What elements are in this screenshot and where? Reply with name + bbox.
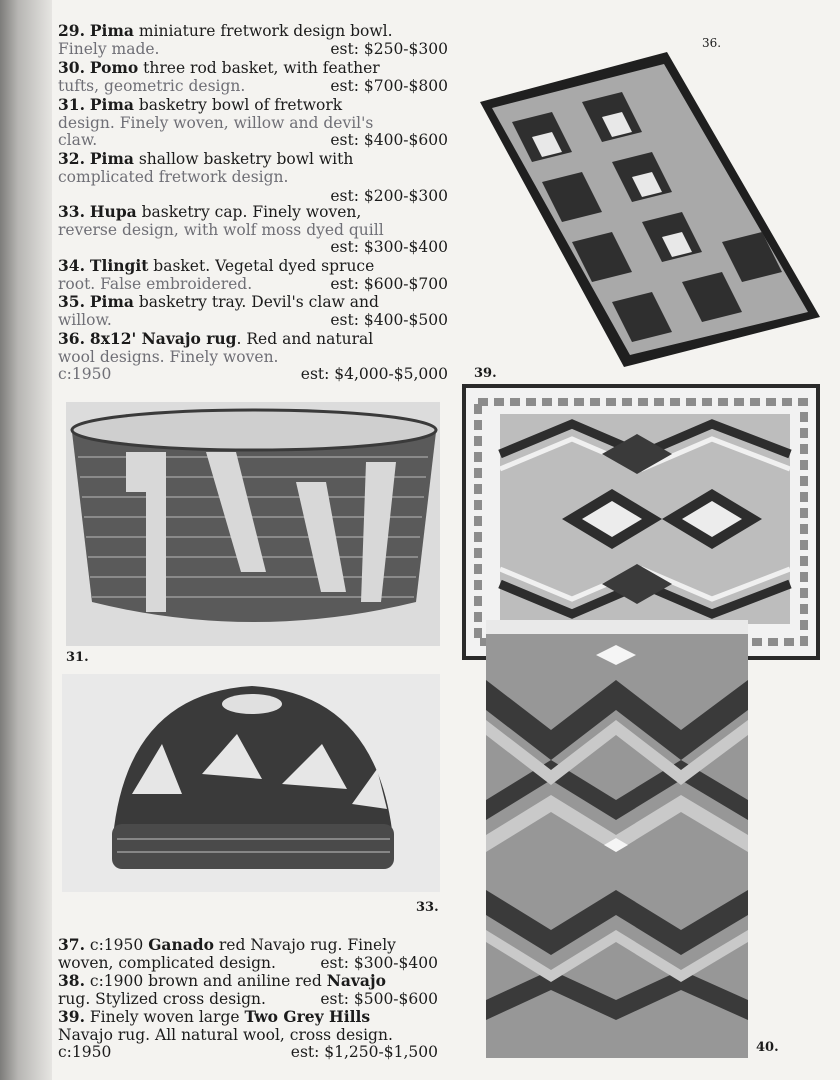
lot-estimate: est: $600-$700: [330, 274, 448, 293]
rug-39-photo: [462, 384, 820, 660]
lot-number: 29.: [58, 21, 85, 40]
lot-title: Hupa: [89, 202, 137, 221]
lot-34: [58, 257, 448, 293]
lot-estimate: est: $400-$500: [330, 310, 448, 329]
lot-title: Ganado: [148, 935, 214, 954]
lot-date: c:1950: [58, 365, 112, 383]
lot-desc: claw.: [58, 131, 98, 149]
lot-desc: three rod basket, with feather: [138, 59, 380, 77]
basket-31-photo: [66, 402, 440, 646]
lot-estimate: est: $300-$400: [330, 238, 448, 256]
lot-number: 30.: [58, 58, 85, 77]
lot-estimate: est: $4,000-$5,000: [300, 365, 448, 383]
lot-desc: tufts, geometric design.: [58, 76, 246, 95]
lot-desc: c:1900 brown and aniline red: [84, 972, 327, 990]
lot-number: 35.: [58, 292, 85, 311]
lot-32: [58, 150, 448, 206]
lot-number: 37.: [58, 935, 85, 954]
lot-number: 38.: [58, 971, 85, 990]
lot-desc: miniature fretwork design bowl.: [133, 22, 393, 40]
lot-33: [58, 203, 448, 257]
lot-31: [58, 96, 448, 150]
lot-38: [58, 972, 438, 1008]
lot-36: [58, 330, 448, 384]
lot-desc: complicated fretwork design.: [58, 167, 289, 186]
lot-title: Tlingit: [89, 256, 149, 275]
book-gutter: [0, 0, 52, 1080]
lot-desc: shallow basketry bowl with: [133, 150, 354, 168]
photo-caption: 39.: [474, 366, 497, 381]
lot-39: [58, 1008, 438, 1062]
lot-desc: woven, complicated design.: [58, 953, 276, 972]
lot-title: Navajo: [326, 971, 386, 990]
lot-desc: basketry bowl of fretwork: [133, 96, 343, 114]
photo-caption: 40.: [756, 1040, 779, 1055]
lot-desc: design. Finely woven, willow and devil's: [58, 113, 374, 132]
lot-desc: willow.: [58, 310, 112, 329]
photo-caption: 31.: [66, 650, 89, 665]
lot-title: Two Grey Hills: [244, 1007, 371, 1026]
lot-title: Pima: [89, 21, 134, 40]
lot-number: 33.: [58, 202, 85, 221]
lot-title: 8x12' Navajo rug: [89, 329, 237, 348]
lot-number: 39.: [58, 1007, 85, 1026]
lot-desc: Finely woven large: [84, 1008, 245, 1026]
lot-number: 31.: [58, 95, 85, 114]
lot-title: Pima: [89, 292, 134, 311]
lot-title: Pima: [89, 95, 134, 114]
lot-title: Pima: [89, 149, 134, 168]
lot-desc: wool designs. Finely woven.: [58, 347, 279, 366]
lot-estimate: est: $400-$600: [330, 131, 448, 149]
lot-estimate: est: $250-$300: [330, 39, 448, 58]
lot-29: [58, 22, 448, 58]
lot-37: [58, 936, 438, 972]
lot-35: [58, 293, 448, 329]
photo-caption: 36.: [702, 36, 722, 50]
lot-estimate: est: $200-$300: [330, 187, 448, 205]
lot-number: 32.: [58, 149, 85, 168]
rug-36-photo: [472, 42, 832, 370]
photo-caption: 33.: [416, 900, 439, 915]
lot-desc: Navajo rug. All natural wool, cross design.: [58, 1025, 393, 1044]
lot-desc: Finely made.: [58, 39, 160, 58]
lot-desc: root. False embroidered.: [58, 274, 253, 293]
lot-number: 34.: [58, 256, 85, 275]
lot-date: c:1950: [58, 1043, 112, 1061]
lot-desc: reverse design, with wolf moss dyed quill: [58, 220, 384, 239]
lot-number: 36.: [58, 329, 85, 348]
lot-desc: rug. Stylized cross design.: [58, 989, 266, 1008]
lot-estimate: est: $1,250-$1,500: [290, 1043, 438, 1061]
lot-desc: red Navajo rug. Finely: [213, 936, 396, 954]
lot-desc: . Red and natural: [236, 330, 374, 348]
lot-desc: basketry tray. Devil's claw and: [133, 293, 379, 311]
lot-estimate: est: $700-$800: [330, 76, 448, 95]
lot-estimate: est: $500-$600: [320, 989, 438, 1008]
rug-40-photo: [486, 620, 748, 1058]
lot-30: [58, 59, 448, 95]
lot-title: Pomo: [89, 58, 139, 77]
basket-33-photo: [62, 674, 440, 892]
lot-desc: basketry cap. Finely woven,: [136, 203, 362, 221]
lot-estimate: est: $300-$400: [320, 953, 438, 972]
lot-desc: basket. Vegetal dyed spruce: [148, 257, 375, 275]
lot-desc: c:1950: [84, 936, 149, 954]
